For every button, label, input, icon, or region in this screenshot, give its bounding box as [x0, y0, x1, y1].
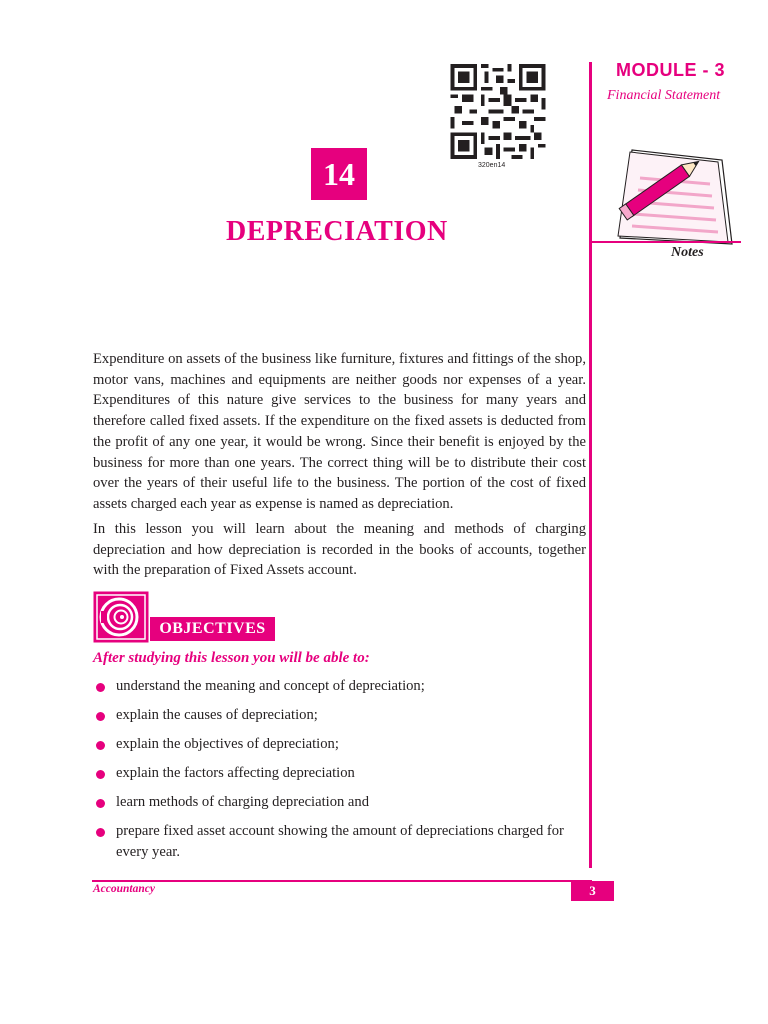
list-item: [93, 705, 588, 726]
list-item: [93, 734, 588, 755]
list-item-text: prepare fixed asset account showing the amount of depreciations charged for every year.: [116, 823, 564, 860]
page-number: 3: [571, 881, 614, 901]
bullet-icon: [96, 770, 105, 779]
objectives-badge: OBJECTIVES: [150, 617, 275, 641]
module-label: MODULE - 3: [616, 60, 726, 80]
bullet-icon: [96, 741, 105, 750]
module-subtitle: Financial Statement: [607, 88, 721, 103]
target-icon: [93, 591, 149, 643]
bullet-icon: [96, 712, 105, 721]
list-item: [93, 821, 588, 862]
margin-divider: [589, 62, 592, 868]
list-item: [93, 676, 588, 697]
list-item-text: learn methods of charging depreciation and: [116, 794, 370, 811]
notes-divider: [591, 241, 741, 243]
list-item-text: explain the objectives of depreciation;: [116, 736, 339, 753]
list-item-text: understand the meaning and concept of depreciation;: [116, 678, 425, 694]
footer-subject: Accountancy: [93, 883, 155, 895]
notepad-with-pencil-icon: [610, 140, 738, 252]
notes-label: Notes: [671, 245, 704, 260]
list-item: [93, 792, 588, 813]
lesson-overview-paragraph: In this lesson you will learn about the meaning and methods of charging depreciation and how depreciation is recorded in the books of accounts, together with the preparation of Fixed Assets account.: [93, 521, 586, 579]
lesson-number: 14: [311, 148, 367, 200]
list-item-text: explain the factors affecting depreciation: [116, 765, 355, 782]
bullet-icon: [96, 828, 105, 837]
qr-code-caption: 320en14: [478, 162, 506, 169]
objectives-intro: After studying this lesson you will be able to:: [93, 650, 370, 666]
bullet-icon: [96, 799, 105, 808]
bullet-icon: [96, 683, 105, 692]
footer-divider: [92, 880, 592, 882]
objectives-list: [93, 676, 588, 871]
qr-code-icon[interactable]: [448, 64, 548, 159]
list-item: [93, 763, 588, 784]
intro-paragraph: Expenditure on assets of the business like furniture, fixtures and fittings of the shop, motor vans, machines and equipments are neither goods nor expenses of a year. Expenditures of this nature give services to the business for many years and therefore called fixed assets. If the expenditure on the fixed assets is deducted from the profit of any one year, it would be wrong. Since their benefit is enjoyed by the business for more than one years. The correct thing will be to distribute their cost over the years of their useful life to the business. The portion of the cost of fixed assets charged each year as expense is named as depreciation.: [93, 351, 586, 512]
lesson-title: DEPRECIATION: [226, 216, 448, 247]
list-item-text: explain the causes of depreciation;: [116, 707, 318, 724]
